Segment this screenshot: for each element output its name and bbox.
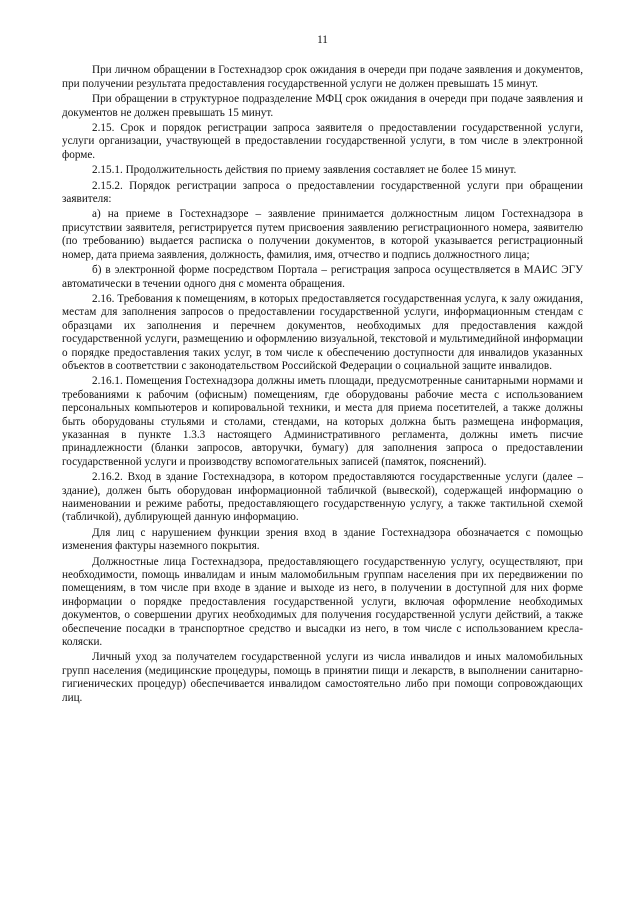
paragraph-item-b: б) в электронной форме посредством Портала – регистрация запроса осуществляется в МАИС ЭГУ автоматически в течении одного дня с момента обращения. <box>62 264 583 290</box>
paragraph-2-16: 2.16. Требования к помещениям, в которых предоставляется государственная услуга, к залу ожидания, местам для заполнения запросов о предоставлении государственной услуги, информационным стендам с образцами их заполнения и перечнем документов, необходимых для предоставления каждой государственной услуги, размещению и оформлению визуальной, текстовой и мультимедийной информации о порядке предоставления таких услуг, в том числе к обеспечению доступности для инвалидов указанных объектов в соответствии с законодательством Российской Федерации о социальной защите инвалидов. <box>62 292 583 372</box>
paragraph-item-a: а) на приеме в Гостехнадзоре – заявление принимается должностным лицом Гостехнадзора в присутствии заявителя, регистрируется путем присвоения заявлению регистрационного номера, заявителю (по требованию) выдается расписка о получении документов, в которой указывается регистрационный номер, дата приема заявления, должность, фамилия, имя, отчество и подпись должностного лица; <box>62 208 583 261</box>
paragraph-personal-care: Личный уход за получателем государственной услуги из числа инвалидов и иных маломобильных групп населения (медицинские процедуры, помощь в принятии пищи и лекарств, в выполнении санитарно-гигиенических процедур) обеспечивается инвалидом самостоятельно либо при помощи сопровождающих лиц. <box>62 651 583 704</box>
document-page <box>62 34 583 707</box>
paragraph-officials-assistance: Должностные лица Гостехнадзора, предоставляющего государственную услугу, осуществляют, при необходимости, помощь инвалидам и иным маломобильным группам населения при их передвижении по помещениям, в том числе при входе в здание и выходе из него, в получении в доступной для них форме информации о порядке предоставления государственной услуги, включая оформление необходимых документов, о совершении других необходимых для получения государственной услуги действий, а также обеспечение посадки в транспортное средство и высадки из него, в том числе с использованием кресла-коляски. <box>62 555 583 649</box>
paragraph-wait-time-gostekhnadzor: При личном обращении в Гостехнадзор срок ожидания в очереди при подаче заявления и документов, при получении результата предоставления государственной услуги не должен превышать 15 минут. <box>62 64 583 90</box>
paragraph-wait-time-mfc: При обращении в структурное подразделение МФЦ срок ожидания в очереди при подаче заявления и документов не должен превышать 15 минут. <box>62 93 583 119</box>
paragraph-2-16-2: 2.16.2. Вход в здание Гостехнадзора, в котором предоставляются государственные услуги (далее – здание), должен быть оборудован информационной табличкой (вывеской), содержащей информацию о наименовании и режиме работы, предоставляющего государственную услугу, а также тактильной схемой (табличкой), дублирующей данную информацию. <box>62 471 583 524</box>
paragraph-vision-impaired: Для лиц с нарушением функции зрения вход в здание Гостехнадзора обозначается с помощью изменения фактуры наземного покрытия. <box>62 526 583 553</box>
page-number: 11 <box>317 34 328 46</box>
paragraph-2-15: 2.15. Срок и порядок регистрации запроса заявителя о предоставлении государственной услуги, услуги организации, участвующей в предоставлении государственной услуги, в том числе в электронной форме. <box>62 122 583 161</box>
paragraph-2-16-1: 2.16.1. Помещения Гостехнадзора должны иметь площади, предусмотренные санитарными нормами и требованиями к рабочим (офисным) помещениям, где оборудованы рабочие места с использованием персональных компьютеров и копировальной техники, и места для приема посетителей, а также должны быть оборудованы стульями и столами, стендами, на которых должна быть размещена информация, указанная в пункте 1.3.3 настоящего Административного регламента, должны иметь писчие принадлежности (бланки запросов, авторучки, бумагу) для заполнения запроса о предоставлении государственной услуги и производству вспомогательных записей (памяток, пояснений). <box>62 375 583 468</box>
paragraph-2-15-1: 2.15.1. Продолжительность действия по приему заявления составляет не более 15 минут. <box>92 164 517 177</box>
paragraph-2-15-2: 2.15.2. Порядок регистрации запроса о предоставлении государственной услуги при обращении заявителя: <box>62 179 583 206</box>
